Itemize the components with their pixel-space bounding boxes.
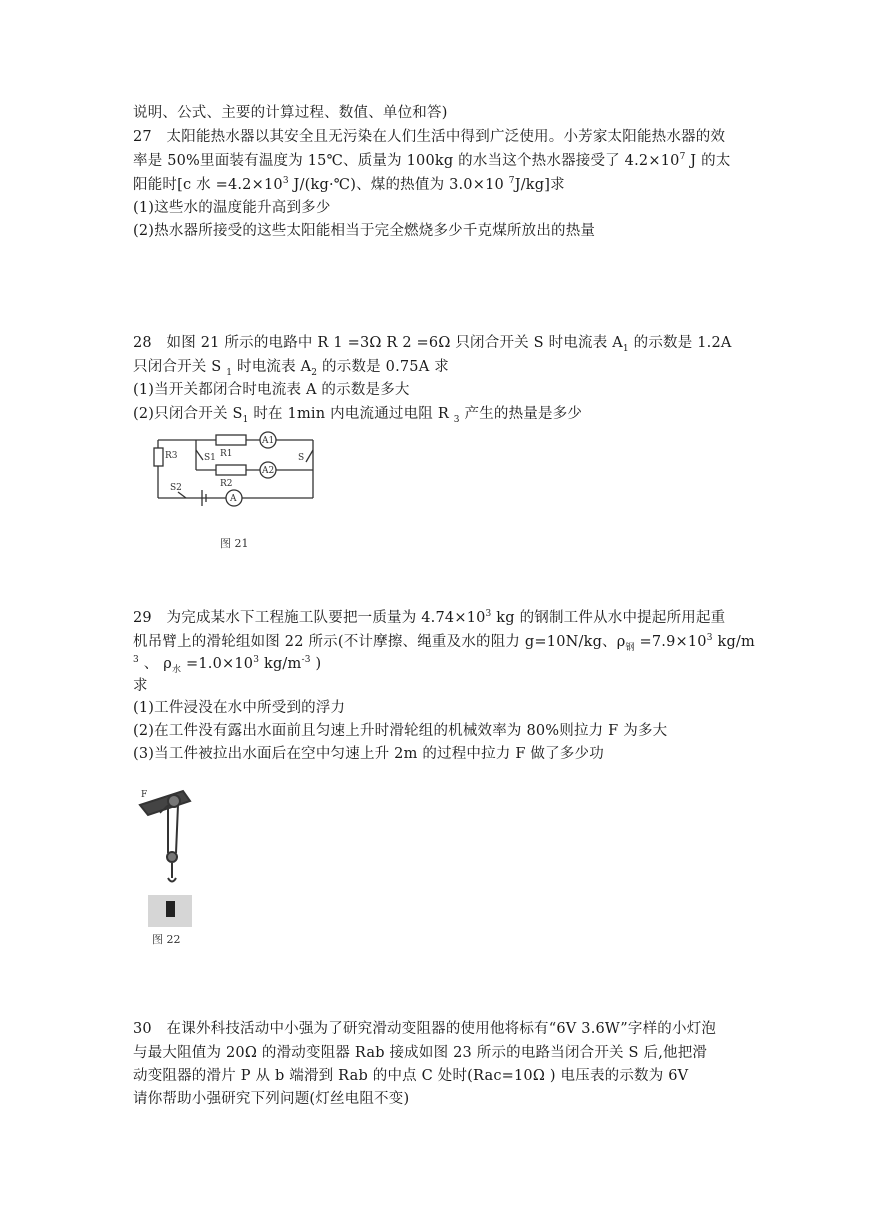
q30-line-4: 请你帮助小强研究下列问题(灯丝电阻不变) xyxy=(133,1091,410,1107)
q29-part-2: (2)在工件没有露出水面前且匀速上升时滑轮组的机械效率为 80%则拉力 F 为多大 xyxy=(133,723,668,739)
q27-part-2: (2)热水器所接受的这些太阳能相当于完全燃烧多少千克煤所放出的热量 xyxy=(133,223,596,239)
label-r2: R2 xyxy=(220,479,233,489)
q29-line-1: 29 为完成某水下工程施工队要把一质量为 $4.74\times 10^3$ kg 的钢制工件从水中提起所用起重 xyxy=(133,609,726,626)
label-r1: R1 xyxy=(220,449,233,459)
label-a1: A1 xyxy=(262,436,275,446)
pulley-figure-22 xyxy=(138,783,208,948)
circuit-figure-21 xyxy=(148,430,323,555)
q29-part-3: (3)当工件被拉出水面后在空中匀速上升 2m 的过程中拉力 F 做了多少功 xyxy=(133,746,604,762)
label-r3: R3 xyxy=(165,451,178,461)
label-f: F xyxy=(141,790,148,800)
q27-line-2: 率是 50%里面装有温度为 15℃、质量为 100kg 的水当这个热水器接受了 $4.2\times 10^7$ J 的太 xyxy=(133,152,731,169)
q28-line-1: 28 如图 21 所示的电路中 R 1 =3Ω R 2 =6Ω 只闭合开关 S 时电流表 $A_1$ 的示数是 1.2A xyxy=(133,335,732,354)
q30-line-3: 动变阻器的滑片 P 从 b 端滑到 Rab 的中点 C 处时(Rac=10Ω ) 电压表的示数为 6V xyxy=(133,1068,689,1084)
q27-part-1: (1)这些水的温度能升高到多少 xyxy=(133,200,331,216)
instruction-line: 说明、公式、主要的计算过程、数值、单位和答) xyxy=(133,105,448,121)
label-s1: S1 xyxy=(204,453,216,463)
label-a: A xyxy=(230,494,237,504)
label-a2: A2 xyxy=(262,466,275,476)
q28-part-2: (2)只闭合开关 $S_1$ 时在 1min 内电流通过电阻 R $_3$ 产生的热量是多少 xyxy=(133,406,583,425)
q29-line-3: $^3$ 、 $\rho_水 =1.0\times 10^3$ $kg/m^{-3}$ ) xyxy=(133,655,322,675)
label-s: S xyxy=(298,453,305,463)
q29-line-2: 机吊臂上的滑轮组如图 22 所示(不计摩擦、绳重及水的阻力 g=10N/kg、$\rho_钢 =7.9\times 10^3$ kg/m xyxy=(133,633,755,653)
q30-line-2: 与最大阻值为 20Ω 的滑动变阻器 Rab 接成如图 23 所示的电路当闭合开关 S 后,他把滑 xyxy=(133,1045,708,1061)
q28-line-2: 只闭合开关 S $_1$ 时电流表 $A_2$ 的示数是 0.75A 求 xyxy=(133,359,449,378)
q27-line-1: 27 太阳能热水器以其安全且无污染在人们生活中得到广泛使用。小芳家太阳能热水器的效 xyxy=(133,129,726,145)
figure-22-caption: 图 22 xyxy=(152,933,181,946)
q28-part-1: (1)当开关都闭合时电流表 A 的示数是多大 xyxy=(133,382,410,398)
q29-line-4: 求 xyxy=(133,678,148,694)
q27-line-3: 阳能时[c 水 $=4.2\times 10^3$ J/(kg·℃)、煤的热值为 3.0×10 $^7$J/kg]求 xyxy=(133,176,565,193)
q30-line-1: 30 在课外科技活动中小强为了研究滑动变阻器的使用他将标有“6V 3.6W”字样的小灯泡 xyxy=(133,1021,717,1037)
figure-21-caption: 图 21 xyxy=(220,537,249,550)
label-s2: S2 xyxy=(170,483,182,493)
q29-part-1: (1)工件浸没在水中所受到的浮力 xyxy=(133,700,346,716)
